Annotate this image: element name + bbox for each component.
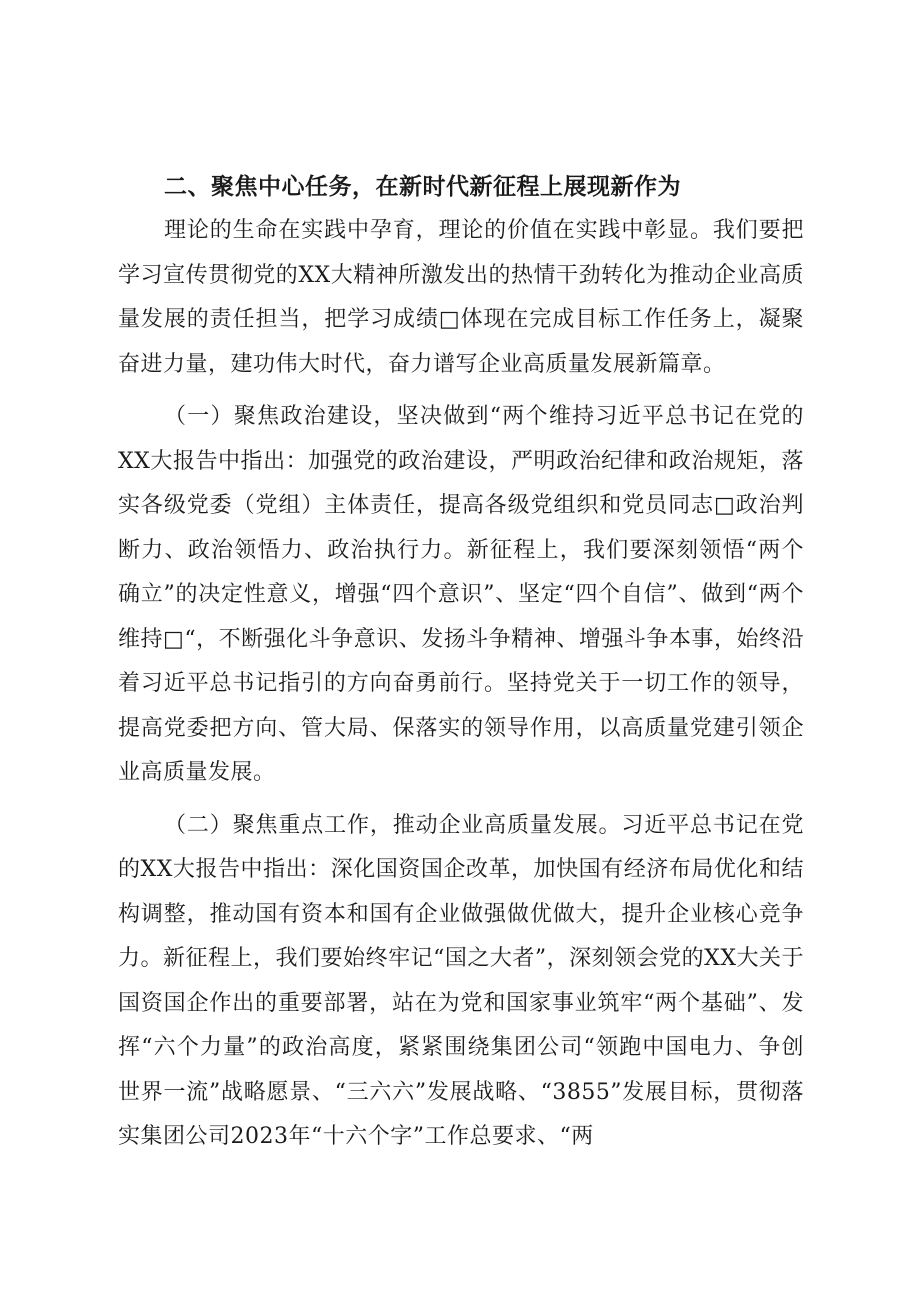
paragraph-key-work: （二）聚焦重点工作，推动企业高质量发展。习近平总书记在党的XX大报告中指出：深化国资国企改革，加快国有经济布局优化和结构调整，推动国有资本和国有企业做强做优做大，提升企业核心竞争力。新征程上，我们要始终牢记“国之大者”，深刻领会党的XX大关于国资国企作出的重要部署，站在为党和国家事业筑牢“两个基础”、发挥“六个力量”的政治高度，紧紧围绕集团公司“领跑中国电力、争创世界一流”战略愿景、“三六六”发展战略、“3855”发展目标，贯彻落实集团公司2023年“十六个字”工作总要求、“两 [118, 812, 804, 1149]
paragraph-intro: 理论的生命在实践中孕育，理论的价值在实践中彰显。我们要把学习宣传贯彻党的XX大精神所激发出的热情干劲转化为推动企业高质量发展的责任担当，把学习成绩□体现在完成目标工作任务上，凝聚奋进力量，建功伟大时代，奋力谱写企业高质量发展新篇章。 [118, 218, 804, 377]
paragraph-political-building: （一）聚焦政治建设，坚决做到“两个维持习近平总书记在党的XX大报告中指出：加强党的政治建设，严明政治纪律和政治规矩，落实各级党委（党组）主体责任，提高各级党组织和党员同志□政治判断力、政治领悟力、政治执行力。新征程上，我们要深刻领悟“两个确立”的决定性意义，增强“四个意识”、坚定“四个自信”、做到“两个维持□“，不断强化斗争意识、发扬斗争精神、增强斗争本事，始终沿着习近平总书记指引的方向奋勇前行。坚持党关于一切工作的领导，提高党委把方向、管大局、保落实的领导作用，以高质量党建引领企业高质量发展。 [118, 404, 804, 785]
section-heading: 二、聚焦中心任务，在新时代新征程上展现新作为 [164, 174, 681, 200]
document-body [118, 165, 804, 1160]
